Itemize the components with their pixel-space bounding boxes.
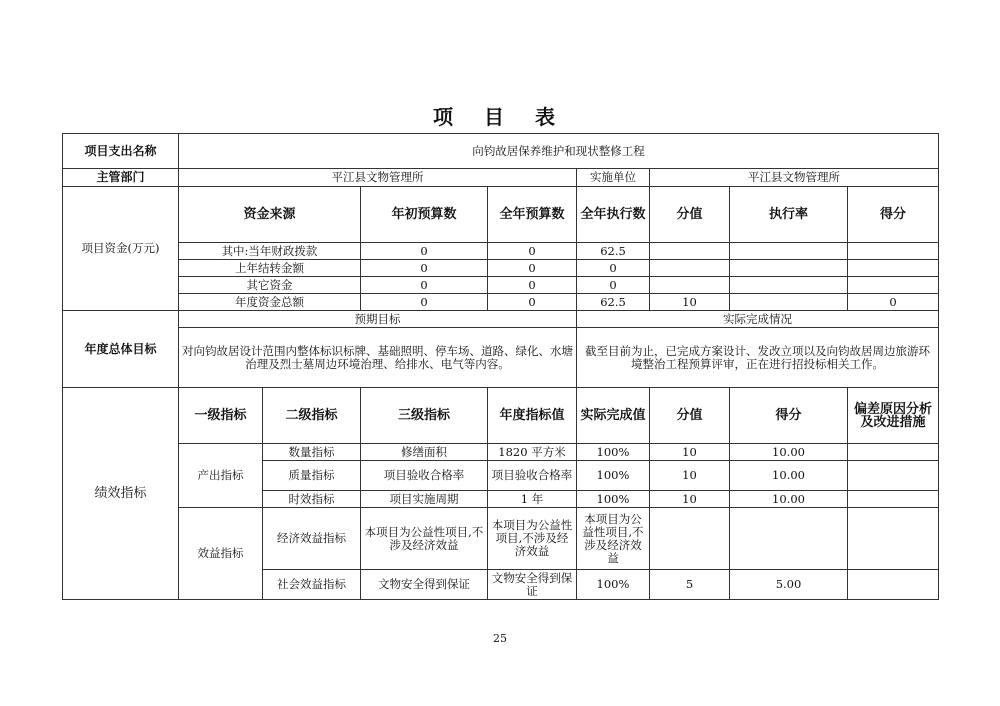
performance-header: 偏差原因分析及改进措施 — [848, 388, 939, 444]
table-cell: 10.00 — [730, 461, 848, 491]
table-cell — [848, 260, 939, 277]
table-cell: 0 — [361, 260, 488, 277]
table-cell: 0 — [577, 277, 650, 294]
fund-source: 年度资金总额 — [179, 294, 361, 311]
project-name-value: 向钧故居保养维护和现状整修工程 — [179, 134, 939, 169]
funds-header: 年初预算数 — [361, 187, 488, 243]
table-cell: 0 — [361, 243, 488, 260]
dept-row — [63, 169, 939, 187]
performance-header: 二级指标 — [263, 388, 361, 444]
funds-header: 资金来源 — [179, 187, 361, 243]
table-cell — [730, 277, 848, 294]
unit-label: 实施单位 — [577, 169, 650, 187]
table-cell: 10 — [650, 491, 730, 508]
table-row — [63, 294, 939, 311]
expected-goal-text: 对向钧故居设计范围内整体标识标牌、基础照明、停车场、道路、绿化、水塘治理及烈士墓周边环境治理、给排水、电气等内容。 — [179, 328, 577, 388]
performance-header: 一级指标 — [179, 388, 263, 444]
unit-value: 平江县文物管理所 — [650, 169, 939, 187]
performance-label: 绩效指标 — [63, 388, 179, 600]
table-cell: 62.5 — [577, 294, 650, 311]
actual-goal-text: 截至目前为止，已完成方案设计、发改立项以及向钧故居周边旅游环境整治工程预算评审，正在进行招投标相关工作。 — [577, 328, 939, 388]
table-row — [63, 508, 939, 570]
table-cell — [848, 491, 939, 508]
table-cell: 0 — [488, 260, 577, 277]
project-table — [62, 133, 939, 600]
funds-header: 分值 — [650, 187, 730, 243]
table-cell: 1820 平方米 — [488, 444, 577, 461]
table-cell — [730, 294, 848, 311]
table-cell: 项目验收合格率 — [488, 461, 577, 491]
table-cell: 数量指标 — [263, 444, 361, 461]
table-cell — [848, 508, 939, 570]
funds-header: 得分 — [848, 187, 939, 243]
performance-header-row — [63, 388, 939, 444]
table-cell — [730, 508, 848, 570]
table-cell: 1 年 — [488, 491, 577, 508]
table-row — [63, 243, 939, 260]
table-cell — [848, 570, 939, 600]
fund-source: 其中:当年财政拨款 — [179, 243, 361, 260]
output-indicator-label: 产出指标 — [179, 444, 263, 508]
table-row — [63, 444, 939, 461]
table-cell: 质量指标 — [263, 461, 361, 491]
table-cell: 项目验收合格率 — [361, 461, 488, 491]
funds-header-row — [63, 187, 939, 243]
fund-source: 上年结转金额 — [179, 260, 361, 277]
table-cell: 0 — [361, 294, 488, 311]
table-cell: 100% — [577, 461, 650, 491]
performance-header: 年度指标值 — [488, 388, 577, 444]
expected-goal-label: 预期目标 — [179, 311, 577, 328]
table-cell: 10.00 — [730, 444, 848, 461]
table-cell: 100% — [577, 570, 650, 600]
table-cell: 本项目为公益性项目,不涉及经济效益 — [361, 508, 488, 570]
table-cell: 修缮面积 — [361, 444, 488, 461]
table-cell — [848, 277, 939, 294]
table-cell: 0 — [488, 277, 577, 294]
table-row — [63, 277, 939, 294]
table-cell: 100% — [577, 444, 650, 461]
table-cell — [650, 243, 730, 260]
table-cell: 10 — [650, 294, 730, 311]
table-cell: 0 — [361, 277, 488, 294]
table-cell: 本项目为公益性项目,不涉及经济效益 — [488, 508, 577, 570]
table-cell: 62.5 — [577, 243, 650, 260]
table-cell — [730, 243, 848, 260]
table-cell: 社会效益指标 — [263, 570, 361, 600]
goals-header-row — [63, 311, 939, 328]
table-cell — [650, 260, 730, 277]
table-cell: 0 — [577, 260, 650, 277]
table-cell — [848, 243, 939, 260]
goals-label: 年度总体目标 — [63, 311, 179, 388]
funds-header: 执行率 — [730, 187, 848, 243]
table-cell: 0 — [848, 294, 939, 311]
funds-header: 全年执行数 — [577, 187, 650, 243]
table-cell: 10 — [650, 444, 730, 461]
fund-source: 其它资金 — [179, 277, 361, 294]
table-cell: 项目实施周期 — [361, 491, 488, 508]
table-cell: 5.00 — [730, 570, 848, 600]
performance-header: 三级指标 — [361, 388, 488, 444]
table-cell: 时效指标 — [263, 491, 361, 508]
actual-goal-label: 实际完成情况 — [577, 311, 939, 328]
table-cell: 经济效益指标 — [263, 508, 361, 570]
table-cell: 0 — [488, 243, 577, 260]
table-cell: 本项目为公益性项目,不涉及经济效益 — [577, 508, 650, 570]
table-cell: 100% — [577, 491, 650, 508]
table-cell: 5 — [650, 570, 730, 600]
page-number: 25 — [493, 632, 507, 645]
table-cell: 文物安全得到保证 — [361, 570, 488, 600]
performance-header: 实际完成值 — [577, 388, 650, 444]
name-row — [63, 134, 939, 169]
table-cell: 文物安全得到保证 — [488, 570, 577, 600]
table-cell — [730, 260, 848, 277]
table-cell — [650, 508, 730, 570]
goals-text-row — [63, 328, 939, 388]
performance-header: 分值 — [650, 388, 730, 444]
table-row — [63, 260, 939, 277]
page-title: 项 目 表 — [433, 105, 567, 129]
table-cell — [650, 277, 730, 294]
project-name-label: 项目支出名称 — [63, 134, 179, 169]
funds-label: 项目资金(万元) — [63, 187, 179, 311]
table-cell: 10 — [650, 461, 730, 491]
dept-label: 主管部门 — [63, 169, 179, 187]
benefit-indicator-label: 效益指标 — [179, 508, 263, 600]
table-cell: 10.00 — [730, 491, 848, 508]
performance-header: 得分 — [730, 388, 848, 444]
table-cell: 0 — [488, 294, 577, 311]
dept-value: 平江县文物管理所 — [179, 169, 577, 187]
table-cell — [848, 444, 939, 461]
table-cell — [848, 461, 939, 491]
funds-header: 全年预算数 — [488, 187, 577, 243]
